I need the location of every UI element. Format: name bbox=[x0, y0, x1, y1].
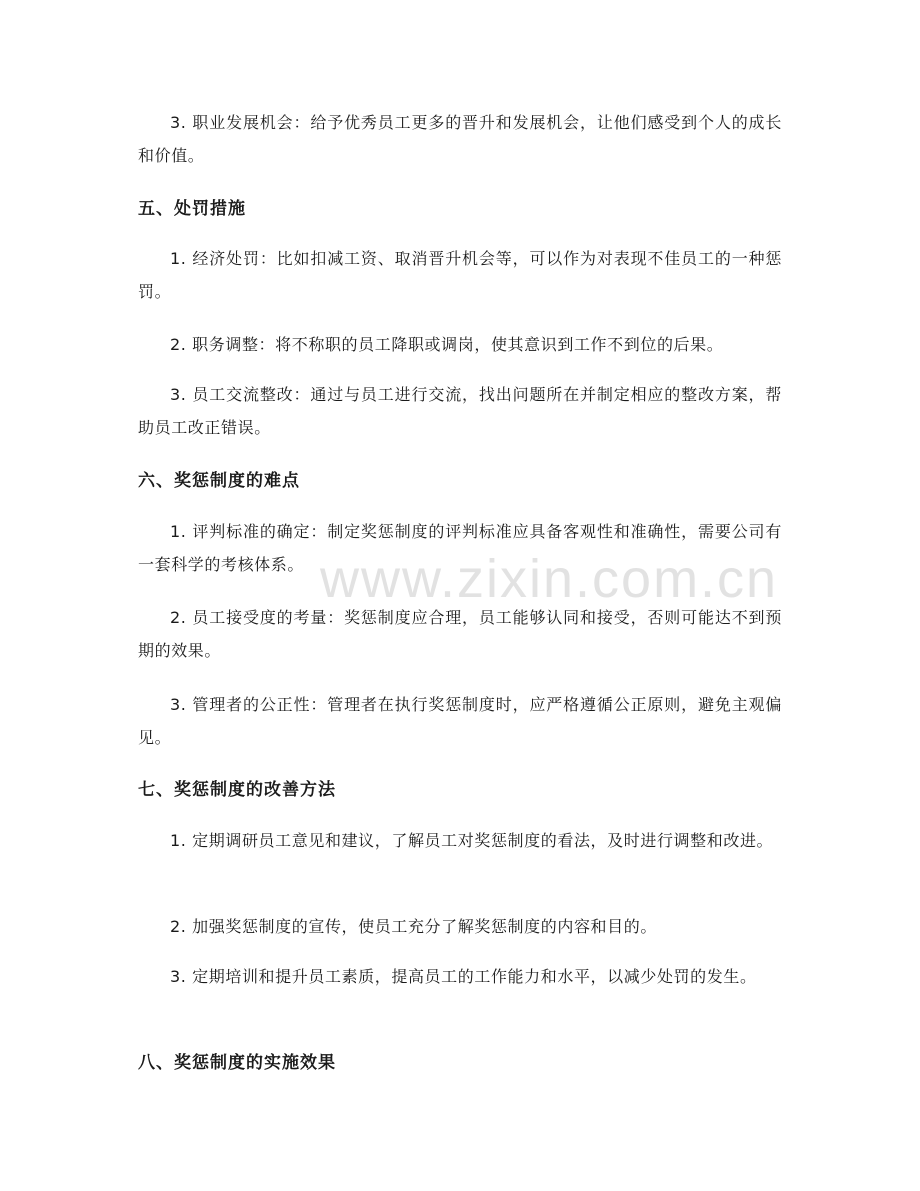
paragraph-economic-penalty: 1. 经济处罚：比如扣减工资、取消晋升机会等，可以作为对表现不佳员工的一种惩罚。 bbox=[138, 249, 782, 301]
heading-section-7: 七、奖惩制度的改善方法 bbox=[138, 780, 336, 800]
paragraph-communication-rectification: 3. 员工交流整改：通过与员工进行交流，找出问题所在并制定相应的整改方案，帮助员工改正错误。 bbox=[138, 385, 782, 437]
paragraph-regular-survey: 1. 定期调研员工意见和建议，了解员工对奖惩制度的看法，及时进行调整和改进。 bbox=[170, 831, 774, 850]
paragraph-training: 3. 定期培训和提升员工素质，提高员工的工作能力和水平，以减少处罚的发生。 bbox=[170, 967, 757, 986]
paragraph-publicity: 2. 加强奖惩制度的宣传，使员工充分了解奖惩制度的内容和目的。 bbox=[170, 917, 657, 936]
paragraph-position-adjustment: 2. 职务调整：将不称职的员工降职或调岗，使其意识到工作不到位的后果。 bbox=[170, 335, 724, 354]
paragraph-evaluation-criteria: 1. 评判标准的确定：制定奖惩制度的评判标准应具备客观性和准确性，需要公司有一套科学的考核体系。 bbox=[138, 522, 782, 574]
paragraph-employee-acceptance: 2. 员工接受度的考量：奖惩制度应合理，员工能够认同和接受，否则可能达不到预期的效果。 bbox=[138, 608, 782, 660]
watermark: www.zixin.com.cn bbox=[320, 549, 779, 609]
paragraph-manager-fairness: 3. 管理者的公正性：管理者在执行奖惩制度时，应严格遵循公正原则，避免主观偏见。 bbox=[138, 695, 782, 747]
heading-section-6: 六、奖惩制度的难点 bbox=[138, 471, 300, 491]
paragraph-career-development: 3. 职业发展机会：给予优秀员工更多的晋升和发展机会，让他们感受到个人的成长和价值。 bbox=[138, 113, 782, 165]
heading-section-8: 八、奖惩制度的实施效果 bbox=[138, 1053, 336, 1073]
heading-section-5: 五、处罚措施 bbox=[138, 199, 246, 219]
